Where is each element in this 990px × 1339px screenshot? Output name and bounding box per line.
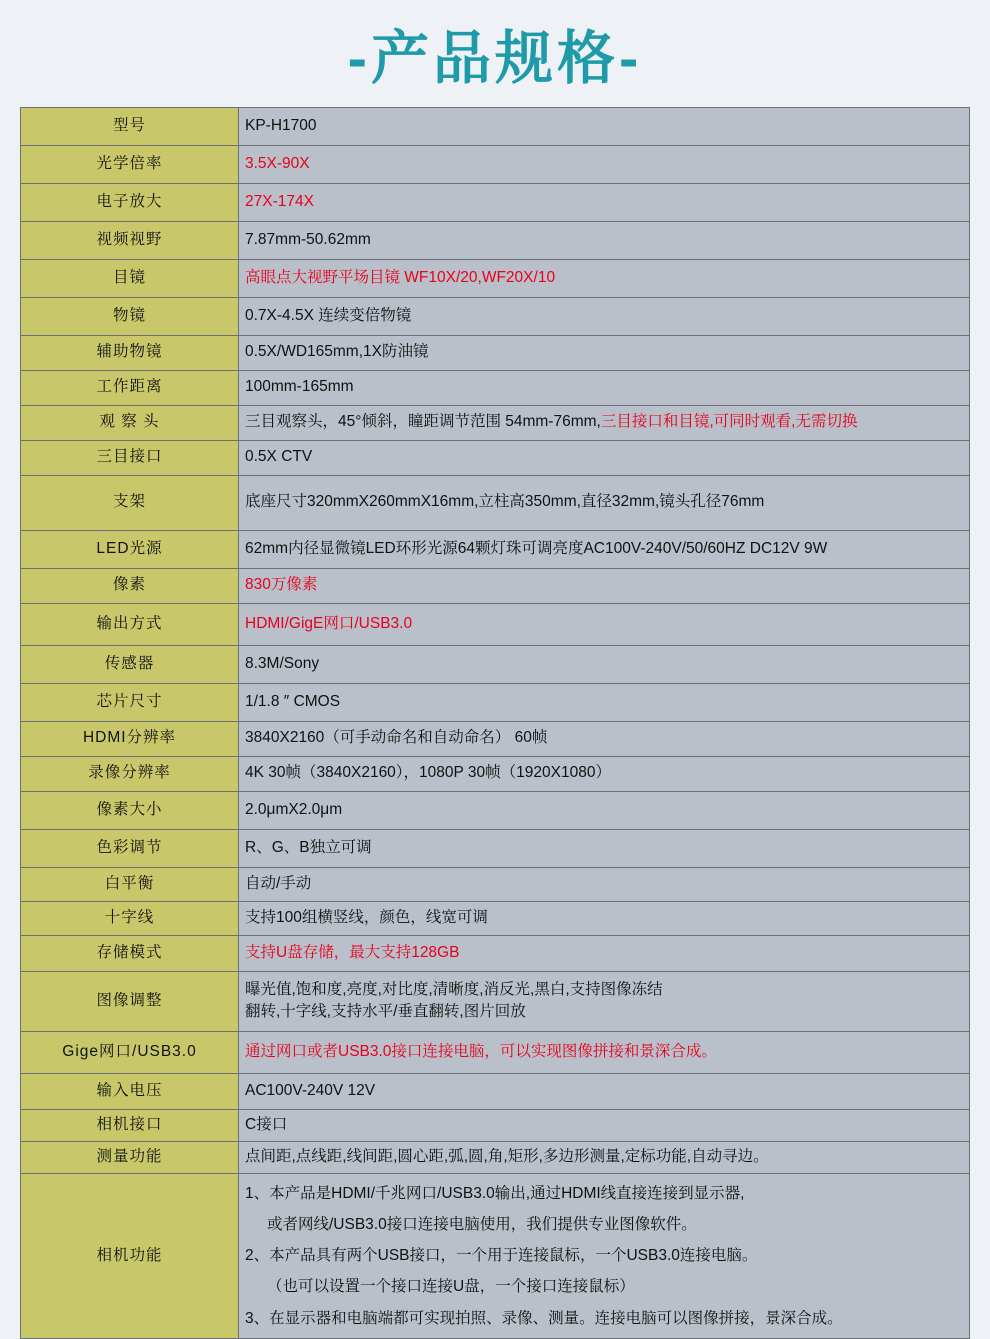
spec-value-part: 三目观察头，45°倾斜，瞳距调节范围 54mm-76mm, (245, 413, 601, 431)
spec-label: 相机功能 (21, 1173, 239, 1338)
spec-value-text: 通过网口或者USB3.0接口连接电脑，可以实现图像拼接和景深合成。 (245, 1042, 717, 1060)
spec-label: 测量功能 (21, 1141, 239, 1173)
spec-value (239, 829, 970, 867)
table-row (21, 971, 970, 1031)
table-row (21, 259, 970, 297)
spec-label: 传感器 (21, 645, 239, 683)
list-item: （也可以设置一个接口连接U盘，一个接口连接鼠标） (267, 1278, 635, 1296)
spec-value-text: 自动/手动 (245, 874, 312, 892)
list-item: 或者网线/USB3.0接口连接电脑使用，我们提供专业图像软件。 (267, 1215, 697, 1233)
camera-functions-list (245, 1178, 963, 1334)
spec-value (239, 683, 970, 721)
list-item: 3、在显示器和电脑端都可实现拍照、录像、测量。连接电脑可以图像拼接，景深合成。 (245, 1309, 843, 1327)
table-row (21, 901, 970, 935)
spec-label: 观 察 头 (21, 405, 239, 440)
spec-value (239, 721, 970, 756)
spec-label: 输入电压 (21, 1073, 239, 1109)
spec-value-text: KP-H1700 (245, 116, 317, 134)
spec-label: HDMI分辨率 (21, 721, 239, 756)
table-row (21, 867, 970, 901)
spec-value-text: C接口 (245, 1115, 288, 1133)
table-row (21, 829, 970, 867)
table-row (21, 645, 970, 683)
spec-value-text: HDMI/GigE网口/USB3.0 (245, 614, 413, 632)
spec-value-text: 27X-174X (245, 192, 314, 210)
spec-label: 工作距离 (21, 370, 239, 405)
spec-label: 十字线 (21, 901, 239, 935)
table-row (21, 370, 970, 405)
list-item: 1、本产品是HDMI/千兆网口/USB3.0输出,通过HDMI线直接连接到显示器, (245, 1184, 745, 1202)
table-row (21, 145, 970, 183)
spec-label: 像素 (21, 568, 239, 603)
specification-table (20, 107, 970, 1339)
spec-value (239, 867, 970, 901)
spec-table-body (21, 107, 970, 1338)
spec-value-text: 支持100组横竖线，颜色，线宽可调 (245, 908, 488, 926)
spec-value-text: 830万像素 (245, 576, 318, 594)
spec-label: 物镜 (21, 297, 239, 335)
table-row (21, 221, 970, 259)
spec-value (239, 756, 970, 791)
spec-value (239, 145, 970, 183)
spec-value-text: 1/1.8 ″ CMOS (245, 692, 341, 710)
table-row (21, 530, 970, 568)
spec-value-line: 翻转,十字线,支持水平/垂直翻转,图片回放 (245, 1003, 526, 1021)
camera-functions-list-cell (239, 1173, 970, 1338)
spec-value-text: AC100V-240V 12V (245, 1081, 376, 1099)
spec-label: LED光源 (21, 530, 239, 568)
spec-value-text: 4K 30帧（3840X2160），1080P 30帧（1920X1080） (245, 764, 611, 782)
table-row (21, 107, 970, 145)
spec-value (239, 440, 970, 475)
spec-label: 三目接口 (21, 440, 239, 475)
spec-value (239, 107, 970, 145)
spec-label: 支架 (21, 475, 239, 530)
table-row-camera-functions (21, 1173, 970, 1338)
spec-label: 存储模式 (21, 935, 239, 971)
spec-label: 输出方式 (21, 603, 239, 645)
spec-value (239, 183, 970, 221)
table-row (21, 1141, 970, 1173)
spec-label: 电子放大 (21, 183, 239, 221)
spec-value-text: 3.5X-90X (245, 154, 310, 172)
table-row (21, 721, 970, 756)
spec-value (239, 475, 970, 530)
spec-value-part: 三目接口和目镜,可同时观看,无需切换 (600, 413, 858, 431)
spec-value (239, 645, 970, 683)
spec-value-text: 100mm-165mm (245, 378, 354, 396)
spec-label: 像素大小 (21, 791, 239, 829)
spec-value-text: 底座尺寸320mmX260mmX16mm,立柱高350mm,直径32mm,镜头孔径76mm (245, 493, 765, 511)
spec-value-text: 2.0μmX2.0μm (245, 800, 343, 818)
spec-label: Gige网口/USB3.0 (21, 1031, 239, 1073)
spec-value (239, 1073, 970, 1109)
spec-label: 视频视野 (21, 221, 239, 259)
page-title: -产品规格- (347, 26, 643, 91)
spec-value (239, 901, 970, 935)
spec-label: 色彩调节 (21, 829, 239, 867)
spec-label: 图像调整 (21, 971, 239, 1031)
spec-label: 目镜 (21, 259, 239, 297)
spec-value-text: 3840X2160（可手动命名和自动命名） 60帧 (245, 729, 548, 747)
spec-value (239, 791, 970, 829)
spec-value (239, 1141, 970, 1173)
spec-value-text: 高眼点大视野平场目镜 WF10X/20,WF20X/10 (245, 268, 556, 286)
table-row (21, 183, 970, 221)
table-row (21, 568, 970, 603)
spec-value (239, 1109, 970, 1141)
spec-value (239, 370, 970, 405)
table-row (21, 935, 970, 971)
spec-value (239, 603, 970, 645)
spec-value-line: 曝光值,饱和度,亮度,对比度,清晰度,消反光,黑白,支持图像冻结 (245, 980, 663, 998)
table-row (21, 297, 970, 335)
table-row (21, 791, 970, 829)
spec-value (239, 935, 970, 971)
table-row (21, 1073, 970, 1109)
spec-value-text: 0.7X-4.5X 连续变倍物镜 (245, 306, 412, 324)
spec-value (239, 568, 970, 603)
spec-value (239, 297, 970, 335)
spec-value-text: 0.5X CTV (245, 448, 313, 466)
table-row (21, 603, 970, 645)
spec-value (239, 530, 970, 568)
spec-value-text: 7.87mm-50.62mm (245, 230, 371, 248)
spec-value (239, 335, 970, 370)
spec-label: 白平衡 (21, 867, 239, 901)
table-row (21, 335, 970, 370)
spec-value (239, 1031, 970, 1073)
table-row (21, 405, 970, 440)
spec-label: 辅助物镜 (21, 335, 239, 370)
table-row (21, 756, 970, 791)
spec-value-text: 支持U盘存储，最大支持128GB (245, 943, 460, 961)
spec-value (239, 259, 970, 297)
spec-value (239, 221, 970, 259)
table-row (21, 1109, 970, 1141)
spec-value-text: 62mm内径显微镜LED环形光源64颗灯珠可调亮度AC100V-240V/50/60HZ DC12V 9W (245, 539, 828, 557)
spec-label: 相机接口 (21, 1109, 239, 1141)
spec-label: 型号 (21, 107, 239, 145)
table-row (21, 1031, 970, 1073)
table-row (21, 683, 970, 721)
spec-label: 芯片尺寸 (21, 683, 239, 721)
spec-value-text: R、G、B独立可调 (245, 838, 372, 856)
spec-value-text: 点间距,点线距,线间距,圆心距,弧,圆,角,矩形,多边形测量,定标功能,自动寻边。 (245, 1147, 769, 1165)
spec-value-text: 0.5X/WD165mm,1X防油镜 (245, 343, 429, 361)
spec-value (239, 405, 970, 440)
spec-value-text: 8.3M/Sony (245, 654, 320, 672)
spec-value (239, 971, 970, 1031)
list-item: 2、本产品具有两个USB接口，一个用于连接鼠标，一个USB3.0连接电脑。 (245, 1247, 758, 1265)
spec-label: 录像分辨率 (21, 756, 239, 791)
spec-label: 光学倍率 (21, 145, 239, 183)
table-row (21, 440, 970, 475)
table-row (21, 475, 970, 530)
